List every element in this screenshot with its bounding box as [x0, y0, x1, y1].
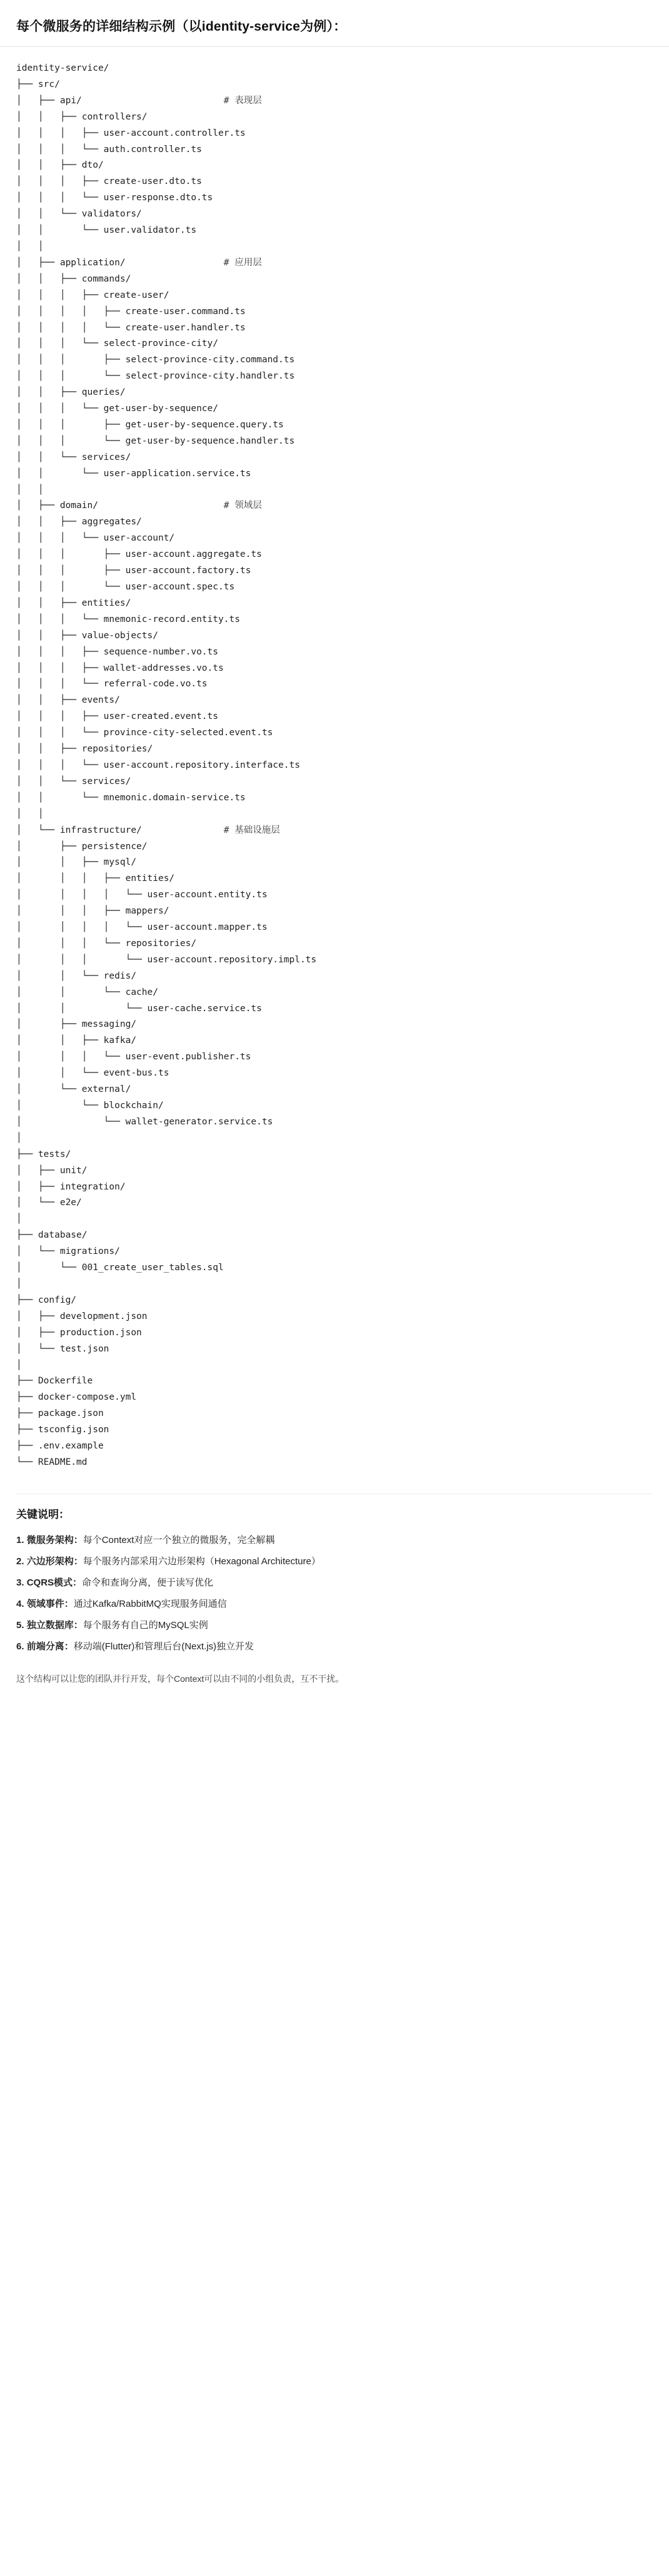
- tree-line: ├── package.json: [16, 1408, 104, 1419]
- tree-line: │ │ │ ├── user-created.event.ts: [16, 711, 219, 722]
- key-note-lead: 前端分离：: [26, 1641, 74, 1652]
- tree-line: │ │ │ │ ├── create-user.command.ts: [16, 306, 246, 317]
- tree-line: │ └── external/: [16, 1084, 131, 1095]
- directory-tree: [0, 47, 669, 1487]
- tree-line: ├── database/: [16, 1230, 88, 1241]
- tree-line: │ │ └── mnemonic.domain-service.ts: [16, 792, 246, 803]
- tree-line: │ └── infrastructure/ # 基础设施层: [16, 825, 280, 835]
- key-note-item: [16, 1636, 653, 1657]
- tree-line: │ └── test.json: [16, 1343, 109, 1354]
- key-note-lead: 独立数据库：: [26, 1619, 83, 1631]
- tree-line: ├── tests/: [16, 1149, 71, 1159]
- tree-line: │ │ ├── entities/: [16, 598, 131, 608]
- tree-line: │ │ └── validators/: [16, 209, 142, 220]
- key-note-text: 命令和查询分离，便于读写优化: [82, 1577, 214, 1588]
- tree-line: │ │ ├── queries/: [16, 387, 126, 398]
- tree-comment: # 表现层: [223, 95, 262, 106]
- tree-line: │ └── migrations/: [16, 1246, 120, 1257]
- tree-line: │ │ │ └── province-city-selected.event.ts: [16, 728, 273, 738]
- tree-line: ├── config/: [16, 1295, 77, 1305]
- tree-line: │ │ ├── repositories/: [16, 744, 153, 755]
- tree-line: │ │ │ ├── mappers/: [16, 906, 169, 917]
- tree-line: │ └── e2e/: [16, 1198, 82, 1208]
- tree-line: │: [16, 1214, 22, 1224]
- tree-line: │ ├── messaging/: [16, 1019, 137, 1030]
- tree-line: │ ├── unit/: [16, 1165, 88, 1176]
- key-note-text: 每个Context对应一个独立的微服务，完全解耦: [83, 1534, 275, 1545]
- tree-line: ├── Dockerfile: [16, 1376, 93, 1387]
- key-note-number: 1.: [16, 1534, 24, 1545]
- tree-line: │ │ │ └── get-user-by-sequence/: [16, 404, 219, 414]
- key-note-text: 每个服务有自己的MySQL实例: [83, 1619, 208, 1631]
- tree-line: │: [16, 1360, 22, 1370]
- tree-line: │ │ ├── kafka/: [16, 1036, 137, 1046]
- key-note-lead: CQRS模式：: [26, 1577, 83, 1588]
- key-note-number: 2.: [16, 1555, 24, 1567]
- tree-line: │ │ └── redis/: [16, 970, 137, 981]
- tree-line: │ └── wallet-generator.service.ts: [16, 1116, 273, 1127]
- tree-line: │ ├── integration/: [16, 1181, 126, 1192]
- key-notes-list: [16, 1530, 653, 1657]
- key-note-lead: 领域事件：: [26, 1598, 74, 1609]
- tree-line: │ │ │ ├── sequence-number.vo.ts: [16, 646, 219, 657]
- tree-line: │ │ │ ├── create-user.dto.ts: [16, 176, 202, 187]
- tree-line: │ │ │ │ └── user-account.mapper.ts: [16, 922, 268, 933]
- tree-line: │ │ │ ├── select-province-city.command.ts: [16, 355, 295, 365]
- tree-line: ├── .env.example: [16, 1441, 104, 1452]
- tree-line: │ │ └── cache/: [16, 987, 158, 997]
- tree-line: │ │ │ └── mnemonic-record.entity.ts: [16, 614, 240, 624]
- key-note-item: [16, 1615, 653, 1636]
- tree-line: identity-service/: [16, 63, 109, 73]
- tree-line: │ └── 001_create_user_tables.sql: [16, 1263, 224, 1273]
- tree-line: │ │ ├── aggregates/: [16, 517, 142, 527]
- tree-line: ├── tsconfig.json: [16, 1425, 109, 1435]
- key-note-item: [16, 1572, 653, 1594]
- tree-line: │ │ └── user-application.service.ts: [16, 468, 251, 479]
- key-note-number: 3.: [16, 1577, 24, 1588]
- tree-comment: # 基础设施层: [223, 825, 280, 835]
- key-notes-section: [0, 1494, 669, 1664]
- tree-line: │ │ ├── dto/: [16, 160, 104, 171]
- key-note-item: [16, 1594, 653, 1615]
- tree-line: │ │ ├── mysql/: [16, 857, 137, 868]
- tree-line: │ │ │ ├── user-account.controller.ts: [16, 128, 246, 138]
- tree-line: │ │ │ └── user-account.repository.interface.ts: [16, 760, 300, 770]
- tree-line: │ │ │ └── select-province-city.handler.ts: [16, 371, 295, 382]
- tree-line: │ │ │ ├── user-account.factory.ts: [16, 566, 251, 576]
- tree-line: ├── docker-compose.yml: [16, 1392, 137, 1403]
- page-title: 每个微服务的详细结构示例（以identity-service为例）：: [16, 19, 347, 34]
- tree-line: │ │ │ ├── user-account.aggregate.ts: [16, 549, 262, 560]
- key-note-lead: 六边形架构：: [26, 1555, 83, 1567]
- key-note-text: 通过Kafka/RabbitMQ实现服务间通信: [73, 1598, 227, 1609]
- tree-line: │ │ │ └── referral-code.vo.ts: [16, 679, 208, 690]
- tree-line: │ │ │ └── user-event.publisher.ts: [16, 1052, 251, 1062]
- tree-line: │ │ │ ├── entities/: [16, 873, 175, 884]
- tree-line: │ ├── api/ # 表现层: [16, 95, 262, 106]
- tree-line: │ │ └── user-cache.service.ts: [16, 1003, 262, 1014]
- tree-line: │ │ ├── value-objects/: [16, 630, 158, 641]
- key-note-text: 每个服务内部采用六边形架构（Hexagonal Architecture）: [83, 1555, 321, 1567]
- tree-line: │ │ │ └── user-account/: [16, 533, 175, 544]
- tree-line: │ ├── domain/ # 领域层: [16, 501, 262, 511]
- tree-line: │ │ │ └── user-response.dto.ts: [16, 193, 213, 203]
- tree-line: │ │ │ └── get-user-by-sequence.handler.ts: [16, 435, 295, 446]
- tree-line: │ │ ├── events/: [16, 695, 120, 706]
- tree-line: └── README.md: [16, 1457, 88, 1467]
- tree-line: │: [16, 1133, 22, 1143]
- closing-note: 这个结构可以让您的团队并行开发，每个Context可以由不同的小组负责，互不干扰。: [16, 1673, 345, 1684]
- key-note-number: 6.: [16, 1641, 24, 1652]
- tree-line: │ ├── development.json: [16, 1311, 148, 1321]
- key-note-number: 5.: [16, 1619, 24, 1631]
- tree-comment: # 领域层: [223, 501, 262, 511]
- tree-line: │ ├── application/ # 应用层: [16, 257, 262, 268]
- tree-line: │ ├── production.json: [16, 1327, 142, 1338]
- tree-line: │ │ │ ├── get-user-by-sequence.query.ts: [16, 419, 284, 430]
- tree-line: │ │ │ └── select-province-city/: [16, 339, 219, 349]
- tree-line: │ │ │ └── user-account.repository.impl.ts: [16, 954, 317, 965]
- tree-line: │ │ │ ├── wallet-addresses.vo.ts: [16, 663, 224, 673]
- tree-line: │ ├── persistence/: [16, 841, 148, 852]
- key-note-number: 4.: [16, 1598, 24, 1609]
- tree-line: │: [16, 1278, 22, 1289]
- tree-line: │ │ ├── controllers/: [16, 111, 148, 122]
- tree-line: │ │ └── event-bus.ts: [16, 1068, 169, 1079]
- tree-comment: # 应用层: [223, 257, 262, 268]
- tree-line: │ │ └── services/: [16, 452, 131, 462]
- tree-line: │ │: [16, 241, 44, 252]
- key-notes-title: 关键说明：: [16, 1508, 69, 1520]
- tree-line: │ │ │ │ └── create-user.handler.ts: [16, 322, 246, 333]
- tree-line: │ │: [16, 808, 44, 819]
- key-note-item: [16, 1530, 653, 1551]
- tree-line: │ │ │ ├── create-user/: [16, 290, 169, 300]
- key-note-item: [16, 1551, 653, 1572]
- tree-line: │ │ │ └── auth.controller.ts: [16, 144, 202, 155]
- tree-line: │ │ ├── commands/: [16, 273, 131, 284]
- tree-line: │ │ │ │ └── user-account.entity.ts: [16, 890, 268, 900]
- tree-line: │ │ │ └── repositories/: [16, 938, 197, 949]
- tree-line: │ │ │ └── user-account.spec.ts: [16, 582, 235, 592]
- tree-line: │ │ └── user.validator.ts: [16, 225, 197, 236]
- tree-line: │ │: [16, 484, 44, 495]
- key-note-text: 移动端(Flutter)和管理后台(Next.js)独立开发: [73, 1641, 254, 1652]
- key-note-lead: 微服务架构：: [26, 1534, 83, 1545]
- tree-line: │ │ └── services/: [16, 776, 131, 787]
- tree-line: │ └── blockchain/: [16, 1101, 164, 1111]
- tree-line: ├── src/: [16, 79, 60, 89]
